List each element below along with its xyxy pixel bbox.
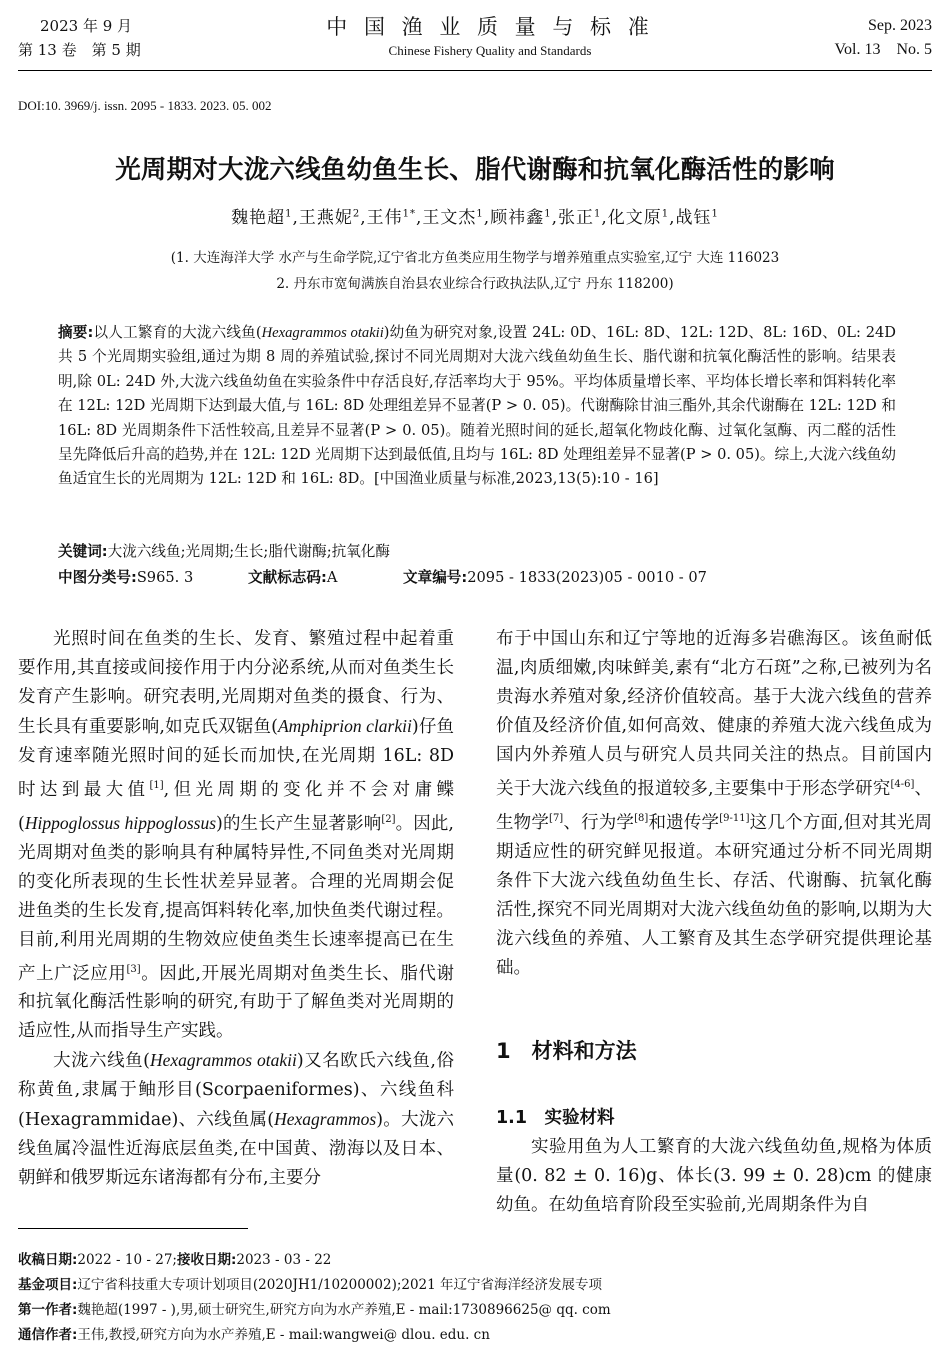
author: 化文原 (607, 208, 662, 228)
author-mark: 1 (285, 208, 293, 220)
abstract-text: )幼鱼为研究对象,设置 24L: 0D、16L: 8D、12L: 12D、8L: 16D、0L: 24D 共 5 个光周期实验组,通过为期 8 周的养殖试验,探讨不同光周期对大泷六线鱼幼鱼生长、脂代谢和抗氧化酶活性的影响。结果表明,除 0L: 24D 外,大泷六线鱼幼鱼在实验条件中存活良好,存活率均大于 95%。平均体质量增长率、平均体长增长率和饵料转化率在 12L: 12D 光周期下达到最大值,与 16L: 8D 处理组差异不显著(P > 0. 05)。代谢酶除甘油三酯外,其余代谢酶在 12L: 12D 和 16L: 8D 光周期条件下活性较高,且差异不显著(P > 0. 05)。随着光照时间的延长,超氧化物歧化酶、过氧化氢酶、丙二醛的活性呈先降低后升高的趋势,并在 12L: 12D 光周期下达到最低值,且均与 16L: 8D 处理组差异不显著(P > 0. 05)。综上,大泷六线鱼幼鱼适宜生长的光周期为 12L: 12D 和 16L: 8D。 (58, 324, 896, 488)
issue-date-cn: 2023 年 9 月 (40, 17, 133, 35)
text-run: 大泷六线鱼( (53, 1051, 150, 1072)
author-mark: 1 (661, 208, 670, 220)
author-mark: 2 (352, 208, 361, 220)
fund-label: 基金项目: (18, 1277, 78, 1293)
first-author-text: 魏艳超(1997 - ),男,硕士研究生,研究方向为水产养殖,E - mail:1730896625@ qq. com (77, 1302, 611, 1318)
footnote-first-author (18, 1298, 932, 1318)
abstract (58, 321, 896, 492)
section-heading-1-1: 1.1 实验材料 (496, 1108, 615, 1128)
body-paragraph (18, 1046, 454, 1193)
author-mark: 1 (593, 208, 602, 220)
text-run: 、行为学 (563, 812, 635, 833)
text-run: )仔鱼发育速率随光照时间的延长而加快,在光周期 16L: 8D 时达到最大值 (18, 717, 455, 800)
footnote-fund (18, 1273, 932, 1293)
abstract-text: 以人工繁育的大泷六线鱼( (93, 324, 262, 341)
abstract-citation: [中国渔业质量与标准,2023,13(5):10 - 16] (373, 470, 659, 488)
clc-label: 中图分类号: (58, 569, 137, 586)
fund-text: 辽宁省科技重大专项计划项目(2020JH1/10200002);2021 年辽宁省海洋经济发展专项 (77, 1277, 603, 1293)
author: 王燕妮 (298, 208, 353, 228)
journal-name-cn: 中 国 渔 业 质 量 与 标 准 (326, 15, 654, 39)
author-list: 魏艳超$^1$,王燕妮$^2$,王伟$^{1*}$,王文杰$^1$,顾祎鑫$^1$,张正$^1$,化文原$^1$,战钰$^1$ (231, 208, 719, 228)
text-run: ,但光周期的变化并不会对庸鲽( (18, 779, 455, 834)
body-paragraph: 实验用鱼为人工繁育的大泷六线鱼幼鱼,规格为体质量(0. 82 ± 0. 16)g、体长(3. 99 ± 0. 28)cm 的健康幼鱼。在幼鱼培育阶段至实验前,光周期条件为自 (496, 1137, 932, 1215)
author: 魏艳超 (231, 208, 286, 228)
first-author-label: 第一作者: (18, 1302, 78, 1318)
doi: DOI:10. 3969/j. issn. 2095 - 1833. 2023. 05. 002 (18, 98, 272, 113)
body-paragraph (496, 625, 932, 983)
text-run: 。因此,光周期对鱼类的影响具有种属特异性,不同鱼类对光周期的变化所表现的生长性状差异显著。合理的光周期会促进鱼类的生长发育,提高饵料转化率,加快鱼类代谢过程。目前,利用光周期的生物效应使鱼类生长速率提高已在生产上广泛应用 (18, 813, 454, 984)
volume-cn: 第 13 卷 第 5 期 (18, 41, 141, 59)
author: 王文杰 (422, 208, 477, 228)
abstract-label: 摘要: (58, 324, 94, 341)
body-paragraph (18, 625, 454, 1046)
citation-ref: [3] (126, 963, 141, 975)
citation-ref: [2] (381, 813, 396, 825)
species-name: Hexagrammos otakii (261, 325, 384, 341)
author: 张正 (557, 208, 594, 228)
citation-ref: [9-11] (719, 812, 750, 824)
species-name: Hexagrammos otakii (149, 1050, 297, 1071)
author-mark: 1 (544, 208, 552, 220)
volume-en: Vol. 13 No. 5 (834, 41, 932, 58)
author: 王伟 (366, 208, 403, 228)
species-name: Hippoglossus hippoglossus (24, 812, 217, 833)
doc-code-label: 文献标志码: (248, 569, 327, 586)
text-run: 光照时间在鱼类的生长、发育、繁殖过程中起着重要作用,其直接或间接作用于内分泌系统,从而对鱼类生长发育产生影响。研究表明,光周期对鱼类的摄食、行为、生长具有重要影响,如克氏双锯鱼( (18, 629, 454, 737)
journal-name-en: Chinese Fishery Quality and Standards (388, 43, 592, 58)
running-header-left (18, 14, 141, 62)
section-heading-1: 1 材料和方法 (496, 1039, 637, 1063)
doc-code: A (326, 569, 338, 586)
species-name: Hexagrammos (274, 1109, 377, 1130)
keywords (58, 540, 390, 561)
citation-ref: [7] (549, 812, 564, 824)
header-rule (18, 70, 932, 71)
citation-ref: [1] (149, 780, 164, 791)
author-mark: 1 (476, 208, 484, 220)
text-run: 。因此,开展光周期对鱼类生长、脂代谢和抗氧化酶活性影响的研究,有助于了解鱼类对光周期的适应性,从而指导生产实践。 (18, 963, 455, 1042)
clc-code: S965. 3 (136, 569, 194, 586)
footnote-dates (18, 1248, 932, 1268)
corresponding-text: 王伟,教授,研究方向为水产养殖,E - mail:wangwei@ dlou. edu. cn (77, 1327, 490, 1343)
author-mark: 1* (402, 208, 417, 220)
author: 顾祎鑫 (490, 208, 545, 228)
running-header-right (835, 14, 933, 62)
body-right-paragraph-2 (496, 1133, 932, 1220)
accepted-label: 接收日期: (176, 1252, 237, 1268)
affiliation-2: 2. 丹东市宽甸满族自治县农业综合行政执法队,辽宁 丹东 118200) (276, 276, 674, 292)
accepted-date: 2023 - 03 - 22 (236, 1252, 332, 1268)
author-mark: 1 (711, 208, 719, 220)
text-run: )又名欧氏六线鱼,俗称黄鱼,隶属于鲉形目(Scorpaeniformes)、六线鱼科(Hexagrammidae)、六线鱼属( (18, 1051, 454, 1131)
text-run: )的生长产生显著影响 (216, 813, 382, 834)
received-label: 收稿日期: (18, 1252, 78, 1268)
keywords-text: 大泷六线鱼;光周期;生长;脂代谢酶;抗氧化酶 (107, 543, 390, 560)
classification-line (58, 566, 758, 587)
footnote-corresponding (18, 1323, 932, 1343)
body-left-column (18, 625, 454, 1193)
citation-ref: [8] (634, 812, 649, 824)
affiliation-1: (1. 大连海洋大学 水产与生命学院,辽宁省北方鱼类应用生物学与增养殖重点实验室,辽宁 大连 116023 (170, 250, 780, 266)
footnote-rule (18, 1228, 248, 1229)
species-name: Amphiprion clarkii (277, 716, 412, 736)
article-no: 2095 - 1833(2023)05 - 0010 - 07 (467, 569, 707, 586)
text-run: 、生物学 (496, 778, 933, 833)
text-run: 和遗传学 (648, 812, 720, 833)
issue-date-en: Sep. 2023 (868, 17, 932, 34)
received-date: 2022 - 10 - 27; (77, 1252, 177, 1268)
body-right-column (496, 625, 932, 983)
text-run: )。大泷六线鱼属冷温性近海底层鱼类,在中国黄、渤海以及日本、朝鲜和俄罗斯远东诸海都有分布,主要分 (18, 1110, 454, 1189)
corresponding-label: 通信作者: (18, 1327, 78, 1343)
paper-title: 光周期对大泷六线鱼幼鱼生长、脂代谢酶和抗氧化酶活性的影响 (115, 155, 835, 185)
journal-name (275, 12, 705, 60)
citation-ref: [4-6] (890, 779, 915, 790)
keywords-label: 关键词: (58, 543, 108, 560)
article-no-label: 文章编号: (403, 569, 468, 586)
text-run: 布于中国山东和辽宁等地的近海多岩礁海区。该鱼耐低温,肉质细嫩,肉味鲜美,素有“北方石斑”之称,已被列为名贵海水养殖对象,经济价值较高。基于大泷六线鱼的营养价值及经济价值,如何高效、健康的养殖大泷六线鱼成为国内外养殖人员与研究人员共同关注的热点。目前国内关于大泷六线鱼的报道较多,主要集中于形态学研究 (496, 629, 932, 799)
author: 战钰 (675, 208, 712, 228)
text-run: 这几个方面,但对其光周期适应性的研究鲜见报道。本研究通过分析不同光周期条件下大泷六线鱼幼鱼生长、存活、代谢酶、抗氧化酶活性,探究不同光周期对大泷六线鱼幼鱼的影响,以期为大泷六线鱼的养殖、人工繁育及其生态学研究提供理论基础。 (496, 812, 933, 978)
